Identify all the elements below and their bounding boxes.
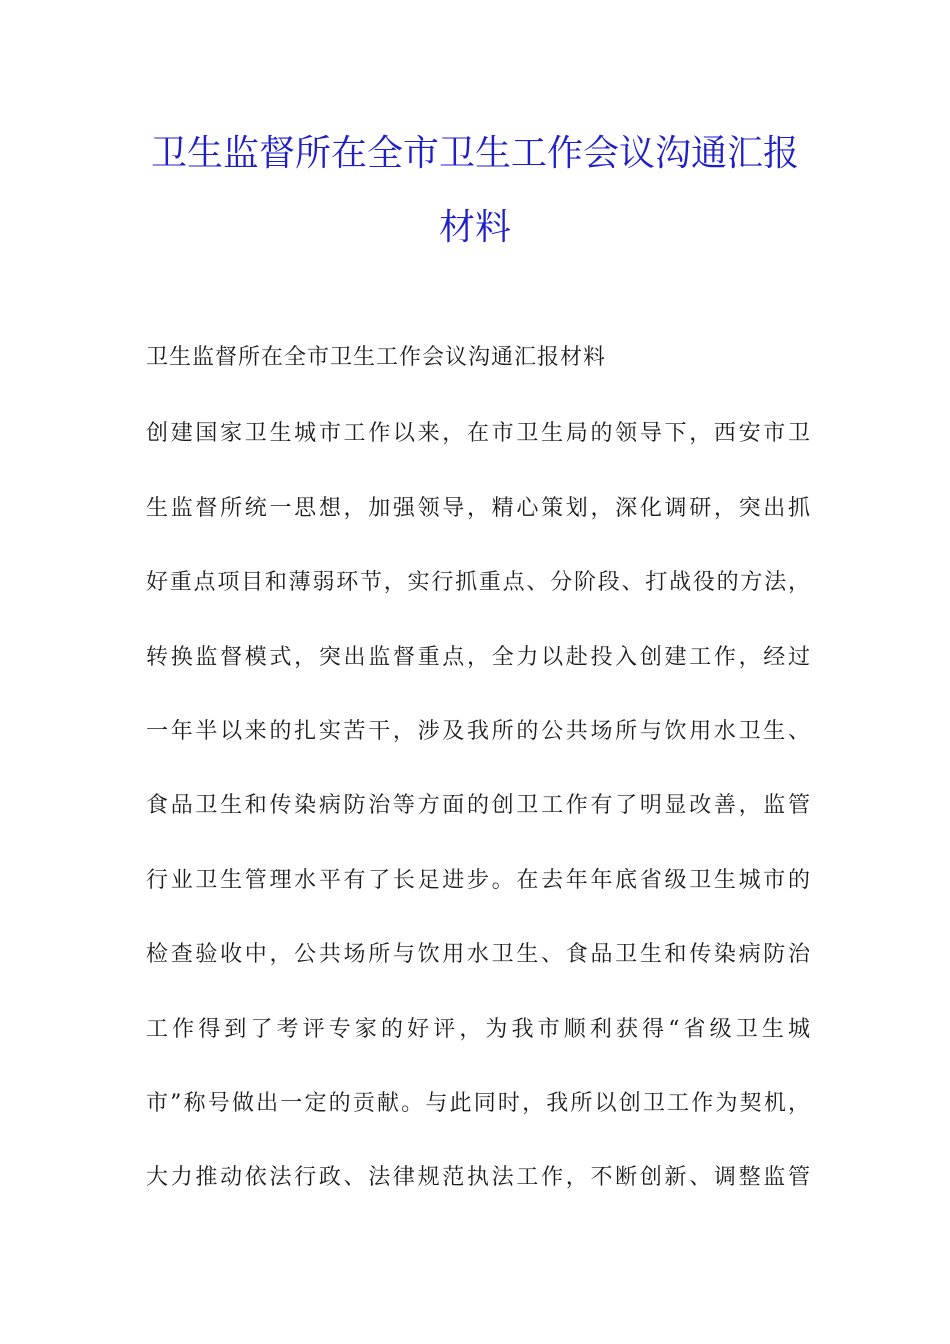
body-line: 好重点项目和薄弱环节，实行抓重点、分阶段、打战役的方法，: [146, 570, 810, 595]
body-line: 检查验收中，公共场所与饮用水卫生、食品卫生和传染病防治: [146, 942, 810, 967]
body-line: 大力推动依法行政、法律规范执法工作，不断创新、调整监管: [146, 1165, 810, 1190]
body-line: 转换监督模式，突出监督重点，全力以赴投入创建工作，经过: [146, 645, 810, 670]
document-subtitle: 卫生监督所在全市卫生工作会议沟通汇报材料: [146, 345, 607, 370]
body-line: 行业卫生管理水平有了长足进步。在去年年底省级卫生城市的: [146, 868, 810, 893]
body-line: 生监督所统一思想，加强领导，精心策划，深化调研，突出抓: [146, 496, 810, 521]
document-title-line-2: 材料: [438, 207, 511, 248]
body-line: 一年半以来的扎实苦干，涉及我所的公共场所与饮用水卫生、: [146, 719, 810, 744]
body-line: 食品卫生和传染病防治等方面的创卫工作有了明显改善，监管: [146, 793, 810, 818]
body-line: 创建国家卫生城市工作以来，在市卫生局的领导下，西安市卫: [146, 421, 810, 446]
body-line: 工作得到了考评专家的好评，为我市顺利获得“省级卫生城: [146, 1017, 810, 1042]
body-line: 市”称号做出一定的贡献。与此同时，我所以创卫工作为契机，: [146, 1091, 810, 1116]
document-title-line-1: 卫生监督所在全市卫生工作会议沟通汇报: [150, 133, 799, 174]
